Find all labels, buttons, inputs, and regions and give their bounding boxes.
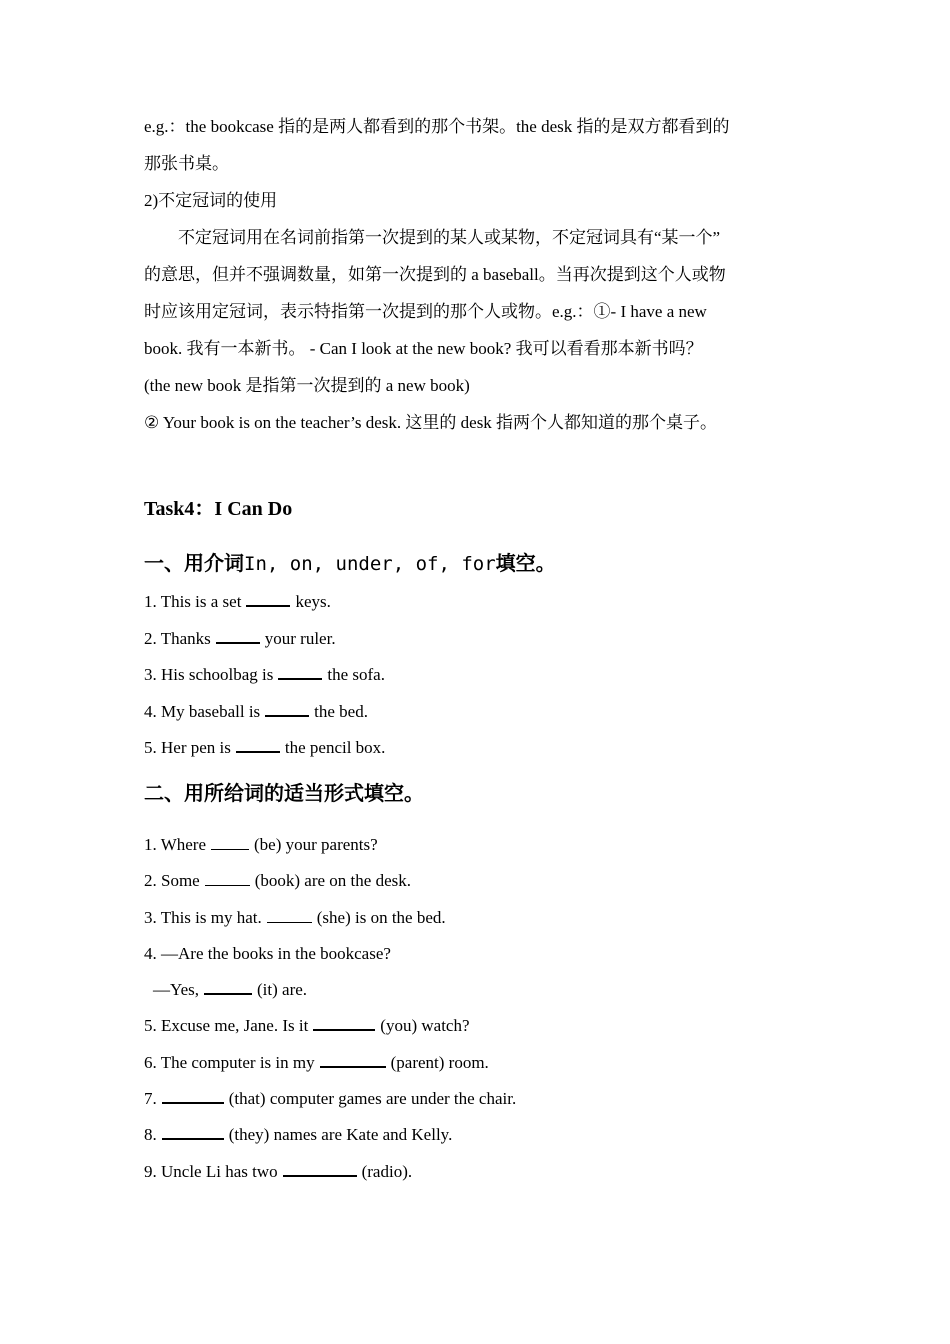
section2-question: [144, 1008, 810, 1044]
question-text-before: 1. This is a set: [144, 592, 242, 611]
question-text-after: (book) are on the desk.: [254, 871, 411, 891]
question-text-before: 5. Her pen is: [144, 738, 231, 758]
answer-blank[interactable]: [267, 907, 312, 923]
paragraph-line-2: 的意思，但并不强调数量，如第一次提到的 a baseball。当再次提到这个人或物: [144, 265, 726, 284]
question-text-after: (parent) room.: [390, 1052, 489, 1072]
task-title: Task4：I Can Do: [144, 498, 293, 520]
section2-question-response: [144, 972, 810, 1008]
section2-question: [144, 900, 810, 936]
answer-blank[interactable]: [236, 736, 280, 753]
question-text-before: 8.: [144, 1125, 157, 1145]
question-text-before: 4. My baseball is: [144, 701, 261, 721]
indefinite-article-subheading: 2)不定冠词的使用: [144, 191, 278, 210]
question-text-after: (radio).: [361, 1161, 413, 1181]
question-text-before: 9. Uncle Li has two: [144, 1161, 278, 1181]
section2-question: [144, 827, 810, 863]
paragraph-line-3: 时应该用定冠词，表示特指第一次提到的那个人或物。e.g.：①- I have a new: [144, 302, 707, 321]
answer-blank[interactable]: [162, 1087, 224, 1104]
question-text-before: 4. —Are the books in the bookcase?: [144, 943, 391, 963]
document-page: [144, 108, 810, 1190]
question-text-before: —Yes,: [153, 980, 199, 1000]
answer-blank[interactable]: [162, 1123, 224, 1140]
question-text-after: (you) watch?: [380, 1016, 470, 1036]
section1-heading-prefix: 一、用介词: [144, 551, 244, 575]
question-text-before: 2. Thanks: [144, 628, 211, 648]
question-text-before: 5. Excuse me, Jane. Is it: [144, 1016, 309, 1036]
answer-blank[interactable]: [205, 870, 250, 886]
question-text-after: (it) are.: [257, 980, 308, 1000]
example-line-1: e.g.：the bookcase 指的是两人都看到的那个书架。the desk 指的是双方都看到的: [144, 117, 730, 136]
question-text-after: the sofa.: [327, 665, 385, 685]
paragraph-line-4: book. 我有一本新书。 - Can I look at the new book? 我可以看看那本新书吗？: [144, 339, 703, 358]
question-text-after: the pencil box.: [284, 738, 386, 758]
answer-blank[interactable]: [204, 978, 252, 995]
question-text-before: 2. Some: [144, 871, 200, 891]
answer-blank[interactable]: [283, 1160, 357, 1177]
question-text-before: 3. This is my hat.: [144, 907, 262, 927]
section2-question: [144, 1081, 810, 1117]
example-line-2: 那张书桌。: [144, 154, 229, 173]
answer-blank[interactable]: [216, 627, 260, 644]
answer-blank[interactable]: [320, 1051, 386, 1068]
spacer: [144, 441, 810, 479]
section1-question: [144, 584, 810, 621]
question-text-before: 7.: [144, 1089, 157, 1109]
question-text-after: your ruler.: [264, 628, 336, 648]
section1-question: [144, 657, 810, 694]
section1-question: [144, 694, 810, 731]
paragraph-line-5: (the new book 是指第一次提到的 a new book): [144, 376, 470, 395]
answer-blank[interactable]: [211, 834, 249, 850]
section1-heading-words: In, on, under, of, for: [244, 553, 496, 575]
answer-blank[interactable]: [265, 700, 309, 717]
paragraph-line-6: ② Your book is on the teacher’s desk. 这里的 desk 指两个人都知道的那个桌子。: [144, 413, 718, 432]
paragraph-line-1: 不定冠词用在名词前指第一次提到的某人或某物，不定冠词具有“某一个”: [178, 228, 721, 247]
section2-question: [144, 863, 810, 899]
question-text-after: (they) names are Kate and Kelly.: [228, 1125, 453, 1145]
answer-blank[interactable]: [278, 663, 322, 680]
question-text-before: 1. Where: [144, 834, 206, 854]
section1-question: [144, 730, 810, 767]
question-text-after: (that) computer games are under the chair.: [228, 1089, 517, 1109]
question-text-before: 3. His schoolbag is: [144, 665, 274, 685]
section1-heading-suffix: 填空。: [495, 551, 556, 575]
section2-heading: 二、用所给词的适当形式填空。: [144, 780, 424, 805]
question-text-after: (be) your parents?: [254, 834, 378, 854]
section2-question: [144, 1117, 810, 1153]
question-text-after: keys.: [295, 592, 331, 611]
section1-heading: [144, 543, 810, 584]
answer-blank[interactable]: [246, 590, 290, 607]
section2-question: [144, 936, 810, 972]
answer-blank[interactable]: [313, 1014, 375, 1031]
section2-question: [144, 1154, 810, 1190]
question-text-before: 6. The computer is in my: [144, 1052, 315, 1072]
section2-question: [144, 1045, 810, 1081]
section1-question: [144, 621, 810, 658]
question-text-after: the bed.: [314, 701, 368, 721]
question-text-after: (she) is on the bed.: [316, 907, 446, 927]
